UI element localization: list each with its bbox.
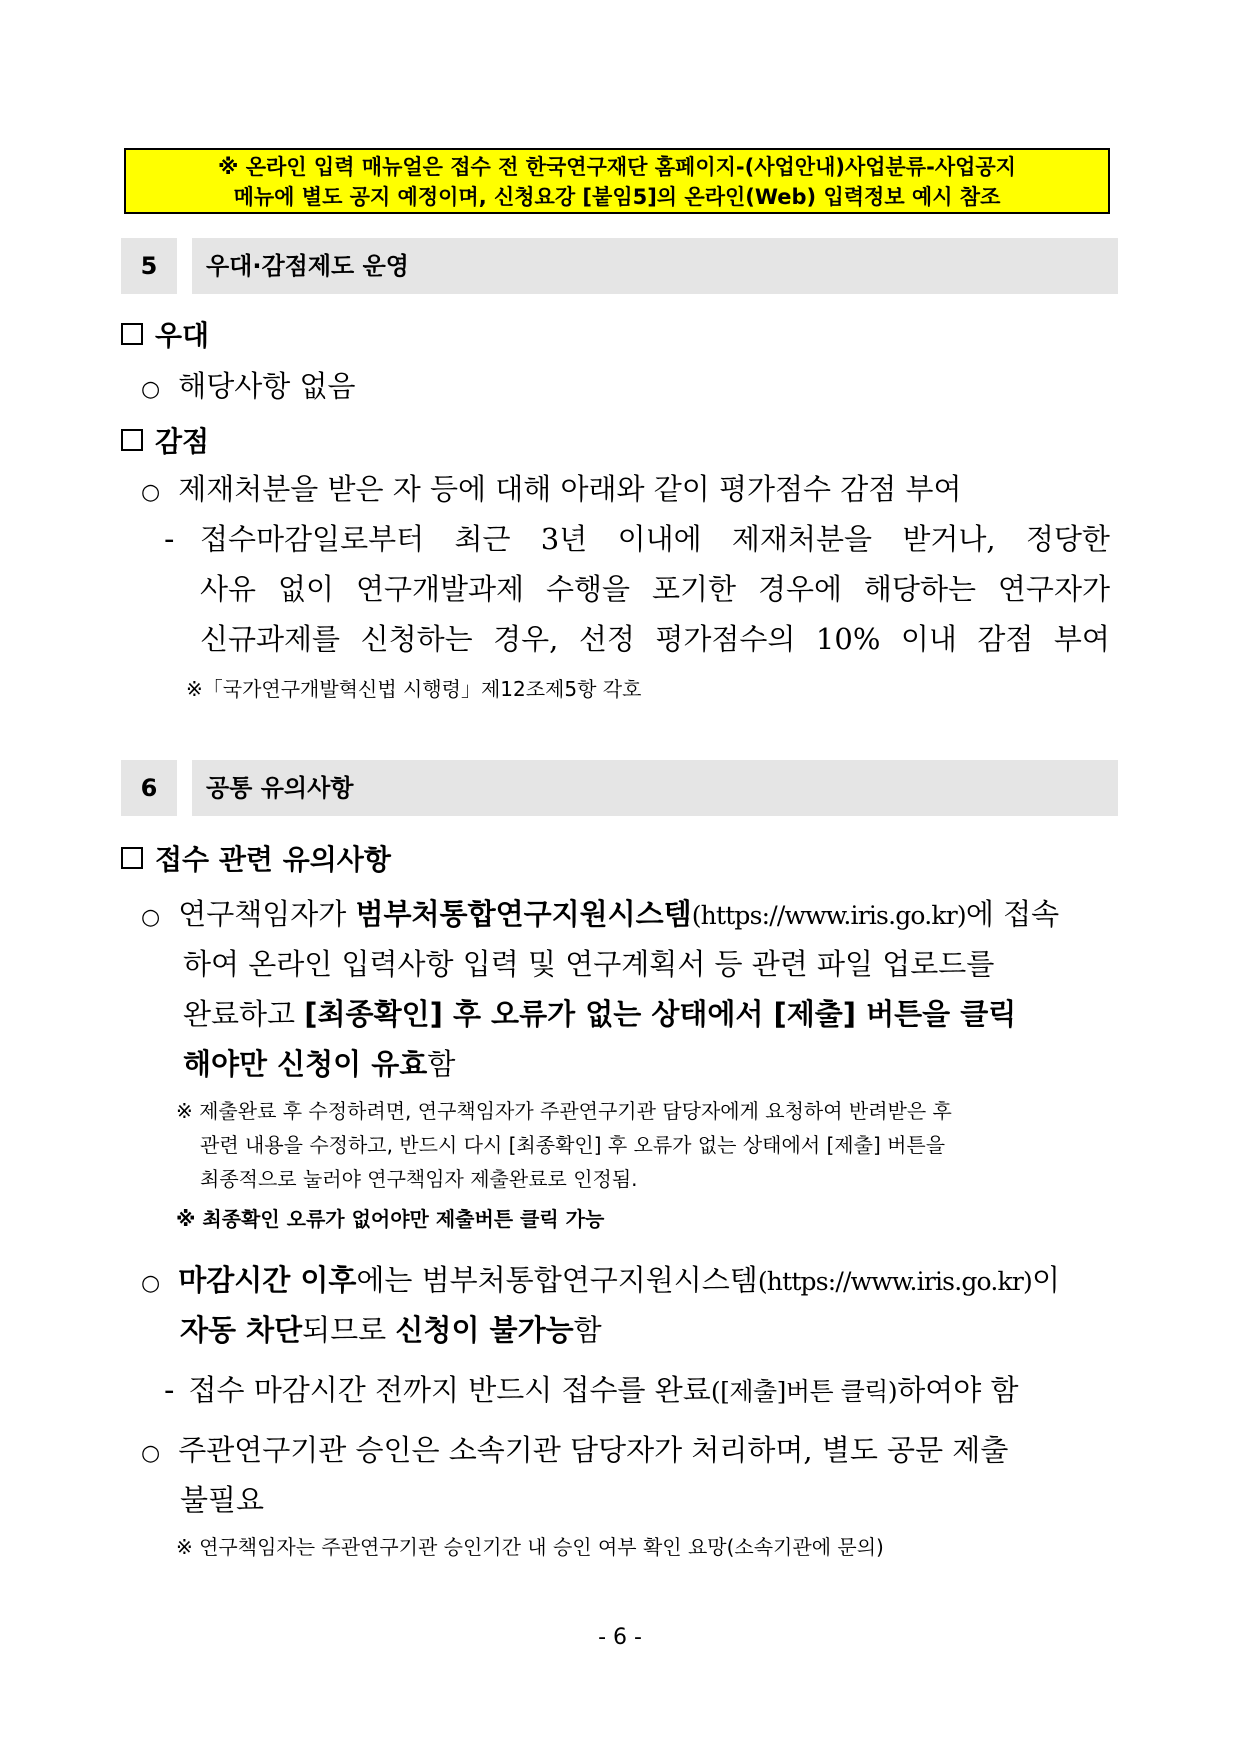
word: 이내에 (617, 522, 702, 556)
word: 감점 (977, 622, 1034, 656)
word: 경우, (493, 622, 559, 656)
item-1-line-3: 완료하고 [최종확인] 후 오류가 없는 상태에서 [제출] 버튼을 클릭 (183, 997, 1017, 1031)
word: 해당하는 (863, 572, 976, 606)
item-1-line-2: 하여 온라인 입력사항 입력 및 연구계획서 등 관련 파일 업로드를 (183, 947, 995, 981)
item-2-detail: - 접수 마감시간 전까지 반드시 접수를 완료([제출]버튼 클릭)하여야 함 (164, 1373, 1019, 1407)
preference-item: ○ 해당사항 없음 (141, 369, 356, 403)
section-5-number: 5 (121, 238, 177, 294)
checkbox-square-icon (121, 847, 143, 869)
word: 없이 (277, 572, 334, 606)
deduction-note: ※「국가연구개발혁신법 시행령」제12조제5항 각호 (186, 677, 642, 701)
section-5-title: 우대·감점제도 운영 (192, 238, 1118, 294)
word: 이내 (900, 622, 957, 656)
deduction-detail-line-1 (200, 519, 1110, 559)
word: 접수마감일로부터 (200, 522, 425, 556)
checkbox-square-icon (121, 429, 143, 451)
item-2-line-1: ○ 마감시간 이후에는 범부처통합연구지원시스템(https://www.iris.go.kr)이 (141, 1263, 1060, 1297)
item-1-line-1: ○ 연구책임자가 범부처통합연구지원시스템(https://www.iris.go.kr)에 접속 (141, 897, 1060, 931)
word: 연구자가 (997, 572, 1110, 606)
word: 수행을 (545, 572, 631, 606)
item-3-line-2: 불필요 (180, 1483, 265, 1517)
word: 신청하는 (360, 622, 473, 656)
notice-line-2: 메뉴에 별도 공지 예정이며, 신청요강 [붙임5]의 온라인(Web) 입력정보 예시 참조 (233, 185, 1001, 209)
item-1-bold-note: ※ 최종확인 오류가 없어야만 제출버튼 클릭 가능 (176, 1207, 605, 1231)
circle-bullet-icon: ○ (141, 1441, 161, 1466)
item-1-note-3: 최종적으로 눌러야 연구책임자 제출완료로 인정됨. (200, 1167, 638, 1191)
word: 평가점수의 (655, 622, 796, 656)
page-number: - 6 - (598, 1625, 642, 1650)
word: 10% (815, 622, 881, 656)
item-3-line-1: ○ 주관연구기관 승인은 소속기관 담당자가 처리하며, 별도 공문 제출 (141, 1433, 1009, 1467)
deduction-detail-line-2 (200, 569, 1110, 609)
word: 받거나, (902, 522, 996, 556)
word: 신규과제를 (200, 622, 341, 656)
word: 3년 (540, 522, 588, 556)
word: 최근 (454, 522, 511, 556)
dash-bullet-icon: - (164, 1373, 175, 1407)
item-1-note-1: ※ 제출완료 후 수정하려면, 연구책임자가 주관연구기관 담당자에게 요청하여 반려받은 후 (176, 1099, 952, 1123)
section-6-title: 공통 유의사항 (192, 760, 1118, 816)
item-3-note: ※ 연구책임자는 주관연구기관 승인기간 내 승인 여부 확인 요망(소속기관에 문의) (176, 1535, 884, 1559)
item-1-note-2: 관련 내용을 수정하고, 반드시 다시 [최종확인] 후 오류가 없는 상태에서 [제출] 버튼을 (200, 1133, 946, 1157)
section-6-number: 6 (121, 760, 177, 816)
checkbox-square-icon (121, 323, 143, 345)
preference-heading: 우대 (121, 314, 209, 354)
word: 사유 (200, 572, 257, 606)
word: 포기한 (651, 572, 736, 606)
circle-bullet-icon: ○ (141, 905, 161, 930)
circle-bullet-icon: ○ (141, 480, 161, 505)
circle-bullet-icon: ○ (141, 377, 161, 402)
word: 선정 (578, 622, 635, 656)
notice-box (124, 148, 1110, 214)
circle-bullet-icon: ○ (141, 1271, 161, 1296)
item-1-line-4: 해야만 신청이 유효함 (183, 1047, 456, 1081)
deduction-heading: 감점 (121, 420, 209, 460)
word: 정당한 (1025, 522, 1110, 556)
submission-notes-heading: 접수 관련 유의사항 (121, 838, 391, 878)
deduction-detail-dash (164, 519, 174, 559)
item-2-line-2: 자동 차단되므로 신청이 불가능함 (180, 1313, 602, 1347)
word: 부여 (1053, 622, 1110, 656)
word: 연구개발과제 (355, 572, 525, 606)
word: 경우에 (757, 572, 842, 606)
notice-line-1: ※ 온라인 입력 매뉴얼은 접수 전 한국연구재단 홈페이지-(사업안내)사업분류-사업공지 (218, 155, 1016, 179)
deduction-item: ○ 제재처분을 받은 자 등에 대해 아래와 같이 평가점수 감점 부여 (141, 472, 962, 506)
word: 제재처분을 (731, 522, 872, 556)
deduction-detail-line-3 (200, 619, 1110, 659)
dash-bullet-icon: - (164, 522, 175, 556)
